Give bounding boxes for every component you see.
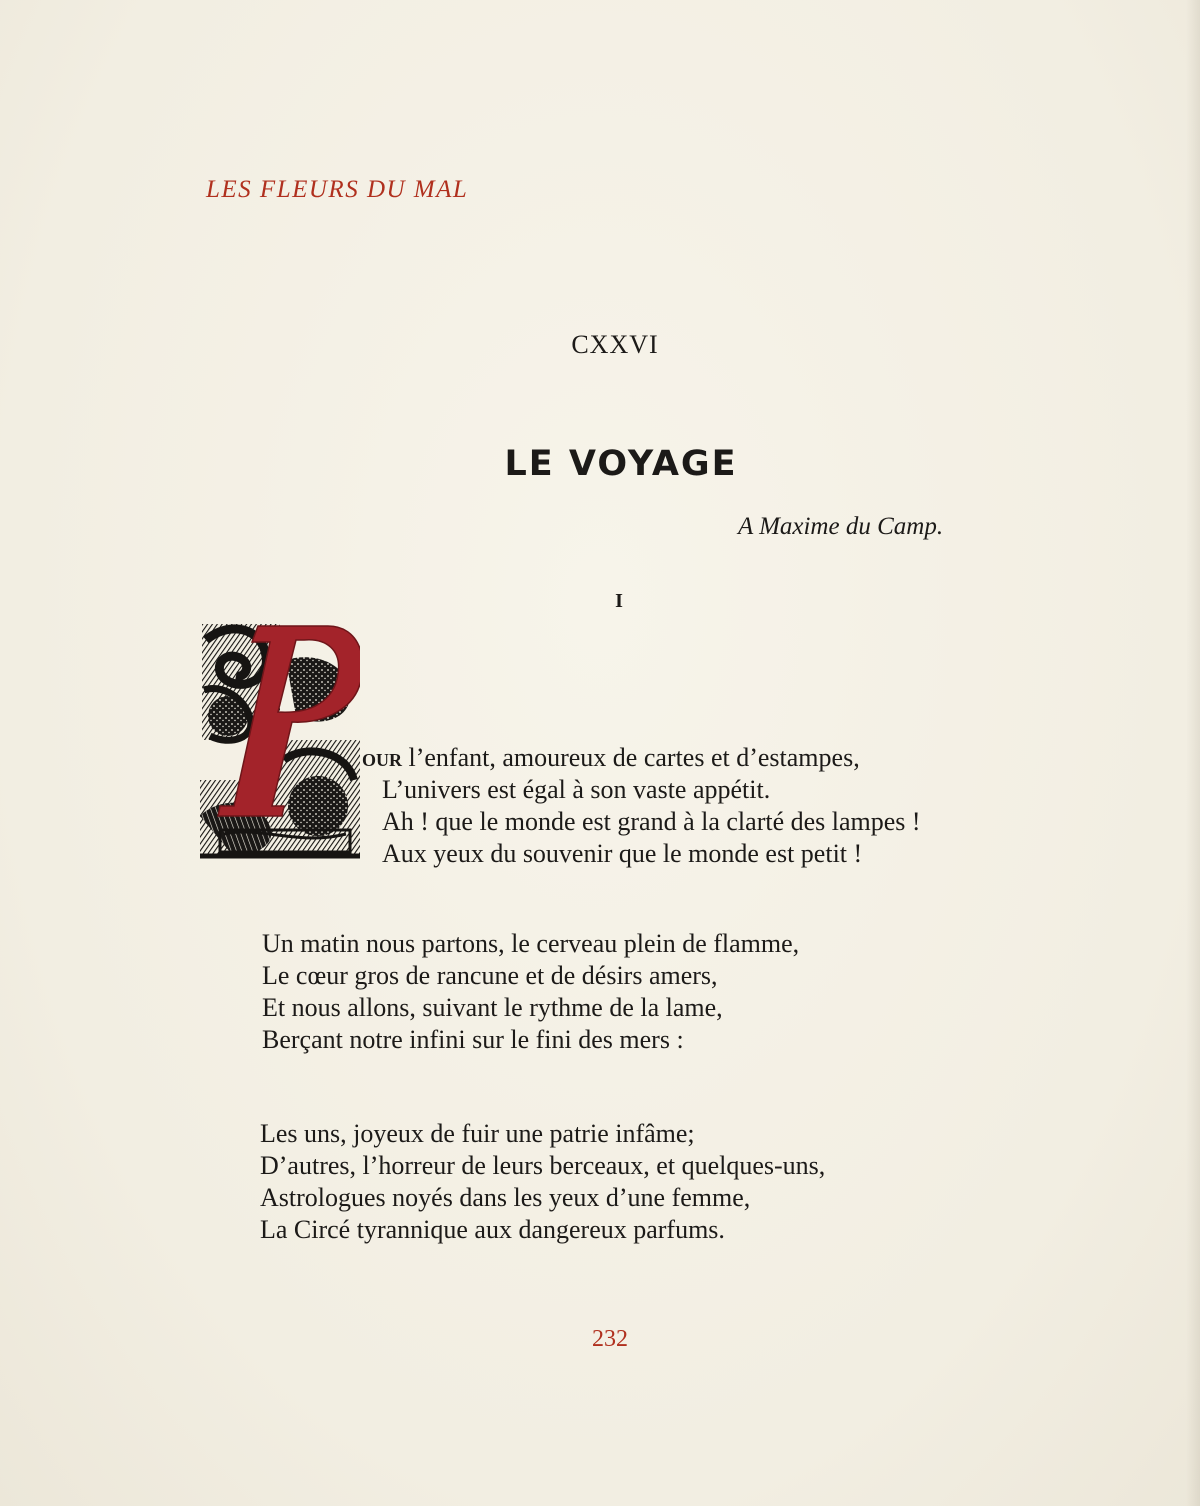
stanza-3 bbox=[260, 1118, 825, 1246]
verse-line: La Circé tyrannique aux dangereux parfums. bbox=[260, 1215, 725, 1244]
page-number: 232 bbox=[592, 1326, 628, 1352]
verse-line-text: l’enfant, amoureux de cartes et d’estampes, bbox=[402, 743, 860, 772]
stanza-2 bbox=[262, 928, 799, 1056]
verse-line: Le cœur gros de rancune et de désirs amers, bbox=[262, 961, 718, 990]
verse-line: Et nous allons, suivant le rythme de la lame, bbox=[262, 993, 723, 1022]
verse-line: Les uns, joyeux de fuir une patrie infâme; bbox=[260, 1119, 695, 1148]
verse-line: Un matin nous partons, le cerveau plein de flamme, bbox=[262, 929, 800, 958]
first-word-continuation: our bbox=[362, 743, 402, 772]
verse-line: Aux yeux du souvenir que le monde est petit ! bbox=[382, 839, 863, 868]
verse-line: L’univers est égal à son vaste appétit. bbox=[382, 775, 771, 804]
running-head: LES FLEURS DU MAL bbox=[206, 176, 469, 203]
verse-line bbox=[362, 742, 921, 774]
dropcap-ornament bbox=[200, 620, 360, 862]
poem-title: LE VOYAGE bbox=[504, 444, 738, 484]
verse-line: Ah ! que le monde est grand à la clarté des lampes ! bbox=[382, 807, 921, 836]
poem-number: CXXVI bbox=[571, 330, 659, 359]
verse-line: Berçant notre infini sur le fini des mers : bbox=[262, 1025, 684, 1054]
verse-line: Astrologues noyés dans les yeux d’une femme, bbox=[260, 1183, 751, 1212]
verse-line: D’autres, l’horreur de leurs berceaux, et quelques-uns, bbox=[260, 1151, 826, 1180]
page-edge-shadow bbox=[1186, 0, 1200, 1506]
section-number: I bbox=[615, 590, 623, 612]
stanza-1 bbox=[362, 742, 921, 870]
dedication: A Maxime du Camp. bbox=[738, 513, 944, 540]
